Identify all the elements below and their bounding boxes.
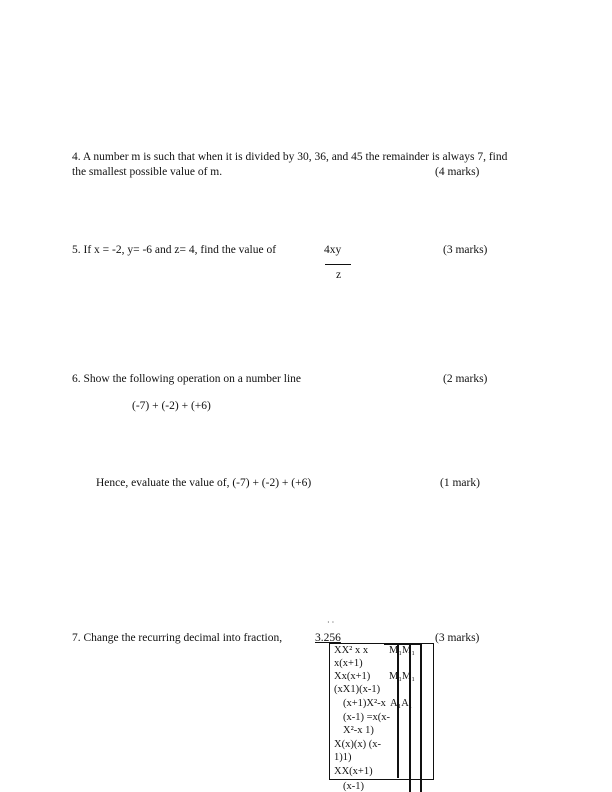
overlay-text: XX² x x xyxy=(334,645,369,656)
overlay-text: (x-1) =x(x- xyxy=(343,712,391,723)
overlay-divider xyxy=(420,643,422,792)
fraction-bar xyxy=(325,264,351,265)
q4-line2: the smallest possible value of m. xyxy=(72,166,223,178)
overlay-text: x(x+1) xyxy=(334,658,363,669)
overlay-divider xyxy=(409,643,411,792)
q4-line1: 4. A number m is such that when it is divided by 30, 36, and 45 the remainder is always 7, find xyxy=(72,151,508,163)
q6-text: 6. Show the following operation on a number line xyxy=(72,373,302,385)
overlay-text: X(x)(x) (x- xyxy=(334,739,381,750)
overlay-mark: M₁M₁ xyxy=(389,645,415,656)
q7-marks: (3 marks) xyxy=(435,632,480,644)
overlay-mark: M₁M₁ xyxy=(389,671,415,682)
q6-marks: (2 marks) xyxy=(443,373,488,385)
q5-text: 5. If x = -2, y= -6 and z= 4, find the value of xyxy=(72,244,277,256)
q7-decimal: 3.256 xyxy=(315,632,341,644)
overlay-text: (x-1) xyxy=(343,781,364,792)
q5-denominator: z xyxy=(336,269,342,281)
overlay-text: Xx(x+1) xyxy=(334,671,371,682)
overlay-text: X²-x 1) xyxy=(343,725,374,736)
overlay-mark: A₁A₁ xyxy=(390,698,413,709)
overlay-text: 1)1) xyxy=(334,752,352,763)
q6-hence: Hence, evaluate the value of, (-7) + (-2) + (+6) xyxy=(96,477,312,489)
q6-hence-marks: (1 mark) xyxy=(440,477,480,489)
overlay-text: XX(x+1) xyxy=(334,766,373,777)
recurring-dots: · · xyxy=(327,618,335,627)
q5-marks: (3 marks) xyxy=(443,244,488,256)
overlay-text: (xX1)(x-1) xyxy=(334,684,381,695)
overlay-divider xyxy=(397,643,399,778)
q5-numerator: 4xy xyxy=(324,244,342,256)
q6-expression: (-7) + (-2) + (+6) xyxy=(132,400,211,412)
q7-text: 7. Change the recurring decimal into fraction, xyxy=(72,632,283,644)
overlay-text: (x+1)X²-x xyxy=(343,698,386,709)
q4-marks: (4 marks) xyxy=(435,166,480,178)
